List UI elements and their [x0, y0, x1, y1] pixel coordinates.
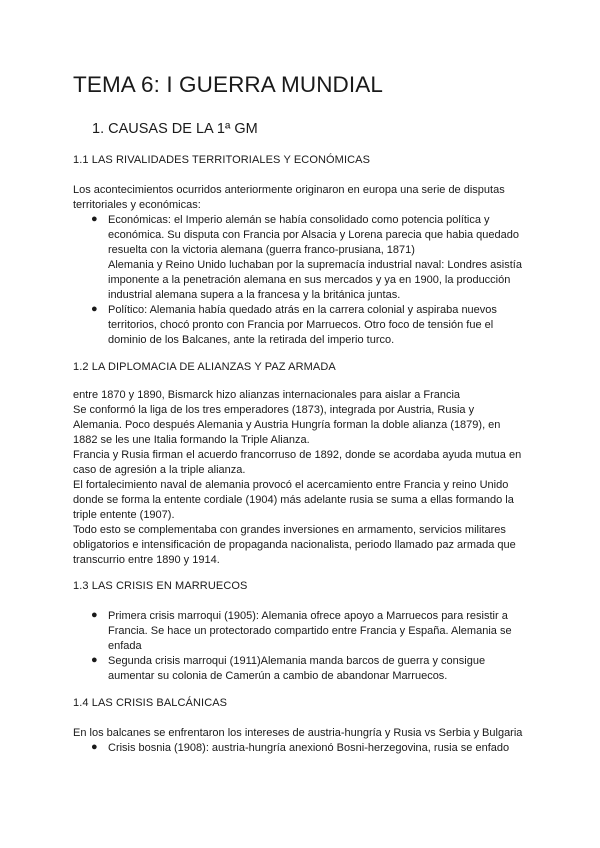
list-item-line: industrial alemana supera a la francesa y la británica juntas. [108, 289, 401, 301]
paragraph-line: 1882 se les une Italia formando la Triple Alianza. [73, 434, 310, 446]
subheading-1-3: 1.3 LAS CRISIS EN MARRUECOS [73, 580, 248, 592]
list-item-line: Francia. Se hace un protectorado compartido entre Francia y España. Alemania se [108, 625, 512, 637]
list-item-line: Político: Alemania había quedado atrás en la carrera colonial y aspiraba nuevos [108, 304, 497, 316]
subheading-1-1: 1.1 LAS RIVALIDADES TERRITORIALES Y ECONÓMICAS [73, 154, 371, 166]
bullet-icon: ● [91, 654, 98, 666]
list-item-line: territorios, chocó pronto con Francia por Marruecos. Otro foco de tensión fue el [108, 319, 494, 331]
list-item-line: económica. Su disputa con Francia por Alsacia y Lorena parecia que habia quedado [108, 229, 519, 241]
list-item-line: Primera crisis marroqui (1905): Alemania ofrece apoyo a Marruecos para resistir a [108, 610, 508, 622]
list-item-line: Segunda crisis marroqui (1911)Alemania manda barcos de guerra y consigue [108, 655, 486, 667]
paragraph-line: triple entente (1907). [73, 509, 175, 521]
paragraph-line: caso de agresión a la triple alianza. [73, 464, 246, 476]
list-item-line: Económicas: el Imperio alemán se había consolidado como potencia política y [108, 214, 490, 226]
list-item-line: dominio de los Balcanes, ante la retirada del imperio turco. [108, 334, 395, 346]
paragraph-line: Los acontecimientos ocurridos anteriormente originaron en europa una serie de disputas [73, 184, 505, 196]
bullet-icon: ● [91, 213, 98, 225]
paragraph-line: donde se forma la entente cordiale (1904) más adelante rusia se suma a ellas formando la [73, 494, 514, 506]
paragraph-line: En los balcanes se enfrentaron los intereses de austria-hungría y Rusia vs Serbia y Bulgaria [73, 727, 523, 739]
list-item-line: imponente a la penetración alemana en sus mercados y ya en 1900, la producción [108, 274, 511, 286]
bullet-icon: ● [91, 609, 98, 621]
list-item-line: resuelta con la victoria alemana (guerra franco-prusiana, 1871) [108, 244, 415, 256]
list-item-line: Crisis bosnia (1908): austria-hungría anexionó Bosni-herzegovina, rusia se enfado [108, 742, 510, 754]
paragraph-line: territoriales y económicas: [73, 199, 201, 211]
paragraph-line: entre 1870 y 1890, Bismarck hizo alianzas internacionales para aislar a Francia [73, 389, 461, 401]
paragraph-line: El fortalecimiento naval de alemania provocó el acercamiento entre Francia y reino Unido [73, 479, 509, 491]
document-title: TEMA 6: I GUERRA MUNDIAL [73, 72, 383, 97]
bullet-icon: ● [91, 741, 98, 753]
paragraph-line: Francia y Rusia firman el acuerdo francorruso de 1892, donde se acordaba ayuda mutua en [73, 449, 522, 461]
list-item-line: enfada [108, 640, 142, 652]
paragraph-line: obligatorios e intensificación de propaganda nacionalista, periodo llamado paz armada que [73, 539, 516, 551]
list-item-line: aumentar su colonia de Camerún a cambio de abandonar Marruecos. [108, 670, 448, 682]
section-heading-causas: 1. CAUSAS DE LA 1ª GM [92, 121, 258, 137]
subheading-1-4: 1.4 LAS CRISIS BALCÁNICAS [73, 697, 228, 709]
bullet-icon: ● [91, 303, 98, 315]
paragraph-line: Se conformó la liga de los tres emperadores (1873), integrada por Austria, Rusia y [73, 404, 475, 416]
subheading-1-2: 1.2 LA DIPLOMACIA DE ALIANZAS Y PAZ ARMADA [73, 361, 336, 373]
list-item-line: Alemania y Reino Unido luchaban por la supremacía industrial naval: Londres asistía [108, 259, 522, 271]
paragraph-line: Todo esto se complementaba con grandes inversiones en armamento, servicios militares [73, 524, 506, 536]
paragraph-line: transcurrio entre 1890 y 1914. [73, 554, 220, 566]
paragraph-line: Alemania. Poco después Alemania y Austria Hungría forman la doble alianza (1879), en [73, 419, 501, 431]
